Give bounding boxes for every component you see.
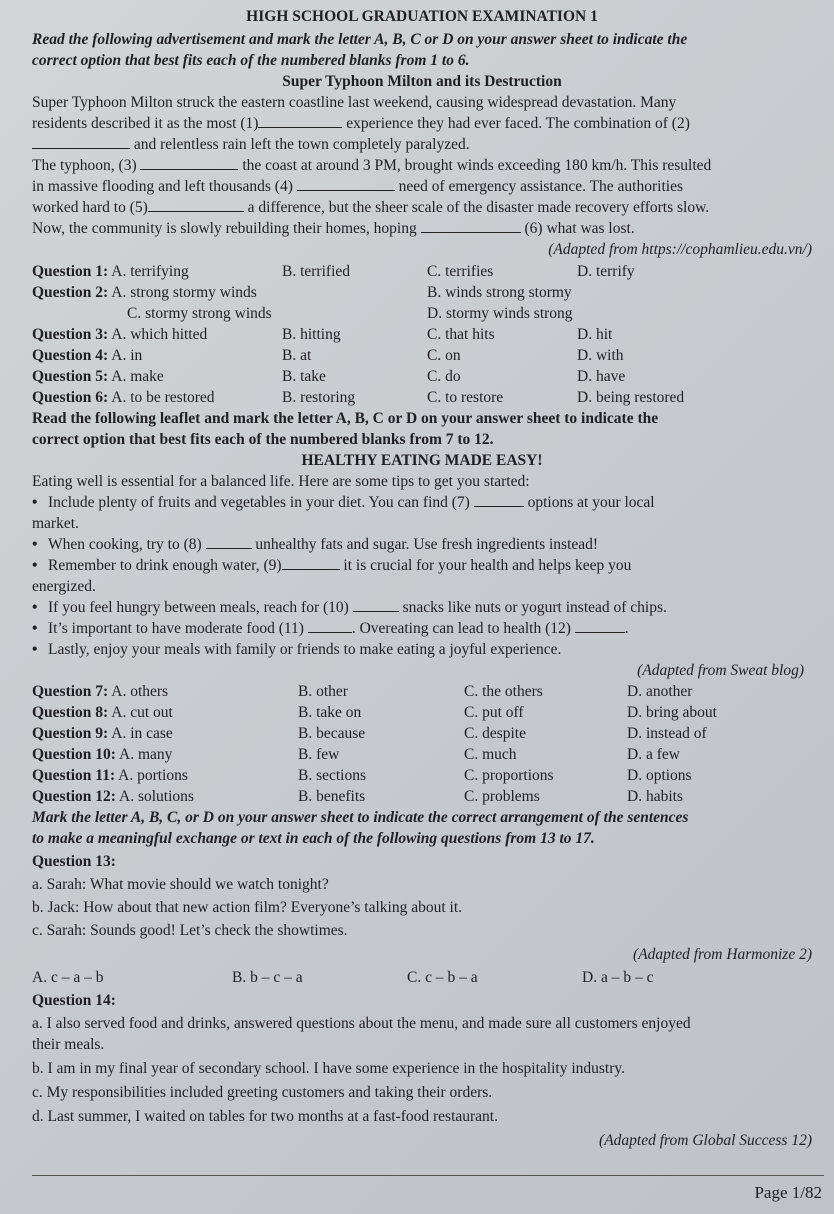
q14-sentence-a: a. I also served food and drinks, answered questions about the menu, and made sure all customers enjoyed	[32, 1015, 691, 1032]
instruction-3-line-2: to make a meaningful exchange or text in each of the following questions from 13 to 17.	[32, 830, 595, 847]
leaflet-bullet-2: • When cooking, try to (8) unhealthy fats and sugar. Use fresh ingredients instead!	[32, 534, 812, 555]
ad-line-2: residents described it as the most (1) experience they had ever faced. The combination of (2)	[32, 115, 690, 132]
instruction-2-line-2: correct option that best fits each of the numbered blanks from 7 to 12.	[32, 431, 494, 448]
questions-1-6	[32, 261, 812, 408]
leaflet-bullet-4: • If you feel hungry between meals, reach for (10) snacks like nuts or yogurt instead of chips.	[32, 597, 812, 618]
question-row: Question 1: A. terrifying B. terrified C. terrifies D. terrify	[32, 263, 635, 280]
page-number: Page 1/82	[754, 1183, 822, 1202]
question-row: Question 4: A. in B. at C. on D. with	[32, 347, 624, 364]
leaflet-intro: Eating well is essential for a balanced life. Here are some tips to get you started:	[32, 473, 530, 490]
leaflet-title: HEALTHY EATING MADE EASY!	[301, 452, 543, 469]
question-13-label: Question 13:	[32, 853, 116, 870]
leaflet-source: (Adapted from Sweat blog)	[637, 662, 804, 679]
question-row: C. stormy strong winds D. stormy winds strong	[127, 305, 573, 322]
q14-source: (Adapted from Global Success 12)	[599, 1132, 812, 1149]
question-row: Question 9: A. in case B. because C. despite D. instead of	[32, 725, 707, 742]
ad-line-3: and relentless rain left the town completely paralyzed.	[32, 134, 812, 155]
leaflet-bullet-5: • It’s important to have moderate food (11) . Overeating can lead to health (12) .	[32, 618, 812, 639]
question-row: Question 8: A. cut out B. take on C. put off D. bring about	[32, 704, 717, 721]
question-row: Question 11: A. portions B. sections C. proportions D. options	[32, 767, 692, 784]
question-14-label: Question 14:	[32, 992, 116, 1009]
ad-line-7: Now, the community is slowly rebuilding their homes, hoping (6) what was lost.	[32, 220, 635, 237]
ad-line-1: Super Typhoon Milton struck the eastern coastline last weekend, causing widespread devastation. Many	[32, 94, 677, 111]
leaflet-bullet-1-cont: market.	[32, 515, 79, 532]
instruction-2-line-1: Read the following leaflet and mark the letter A, B, C or D on your answer sheet to indicate the	[32, 410, 659, 427]
q14-sentence-d: d. Last summer, I waited on tables for two months at a fast-food restaurant.	[32, 1108, 498, 1125]
q13-sentence-c: c. Sarah: Sounds good! Let’s check the showtimes.	[32, 922, 348, 939]
question-row: Question 2: A. strong stormy winds B. winds strong stormy	[32, 284, 572, 301]
footer-divider	[32, 1175, 824, 1176]
question-row: Question 3: A. which hitted B. hitting C. that hits D. hit	[32, 326, 613, 343]
instruction-3-line-1: Mark the letter A, B, C, or D on your answer sheet to indicate the correct arrangement of the sentences	[32, 809, 689, 826]
q13-sentence-b: b. Jack: How about that new action film? Everyone’s talking about it.	[32, 899, 463, 916]
q13-sentence-a: a. Sarah: What movie should we watch tonight?	[32, 876, 329, 893]
q13-options: A. c – a – b B. b – c – a C. c – b – a D. a – b – c	[32, 969, 654, 986]
leaflet-bullet-1: • Include plenty of fruits and vegetables in your diet. You can find (7) options at your local	[32, 492, 812, 513]
exam-title: HIGH SCHOOL GRADUATION EXAMINATION 1	[246, 8, 598, 25]
question-row: Question 6: A. to be restored B. restoring C. to restore D. being restored	[32, 389, 685, 406]
questions-7-12	[32, 681, 812, 807]
q13-source: (Adapted from Harmonize 2)	[633, 946, 812, 963]
ad-title: Super Typhoon Milton and its Destruction	[282, 73, 562, 90]
q14-sentence-c: c. My responsibilities included greeting customers and taking their orders.	[32, 1084, 493, 1101]
question-row: Question 10: A. many B. few C. much D. a few	[32, 746, 680, 763]
question-row: Question 5: A. make B. take C. do D. have	[32, 368, 626, 385]
leaflet-bullet-3: • Remember to drink enough water, (9) it is crucial for your health and helps keep you	[32, 555, 812, 576]
q14-sentence-b: b. I am in my final year of secondary school. I have some experience in the hospitality industry.	[32, 1060, 625, 1077]
instruction-1-line-2: correct option that best fits each of the numbered blanks from 1 to 6.	[32, 52, 470, 69]
leaflet-bullet-3-cont: energized.	[32, 578, 96, 595]
ad-line-5: in massive flooding and left thousands (4) need of emergency assistance. The authorities	[32, 178, 683, 195]
ad-source: (Adapted from https://cophamlieu.edu.vn/)	[548, 241, 812, 258]
q14-sentence-a-cont: their meals.	[32, 1036, 105, 1053]
ad-line-4: The typhoon, (3) the coast at around 3 PM, brought winds exceeding 180 km/h. This resulted	[32, 157, 712, 174]
instruction-1-line-1: Read the following advertisement and mark the letter A, B, C or D on your answer sheet to indicate the	[32, 31, 688, 48]
ad-line-6: worked hard to (5) a difference, but the sheer scale of the disaster made recovery efforts slow.	[32, 199, 710, 216]
question-row: Question 12: A. solutions B. benefits C. problems D. habits	[32, 788, 683, 805]
question-row: Question 7: A. others B. other C. the others D. another	[32, 683, 693, 700]
leaflet-bullet-6: • Lastly, enjoy your meals with family or friends to make eating a joyful experience.	[32, 639, 812, 660]
